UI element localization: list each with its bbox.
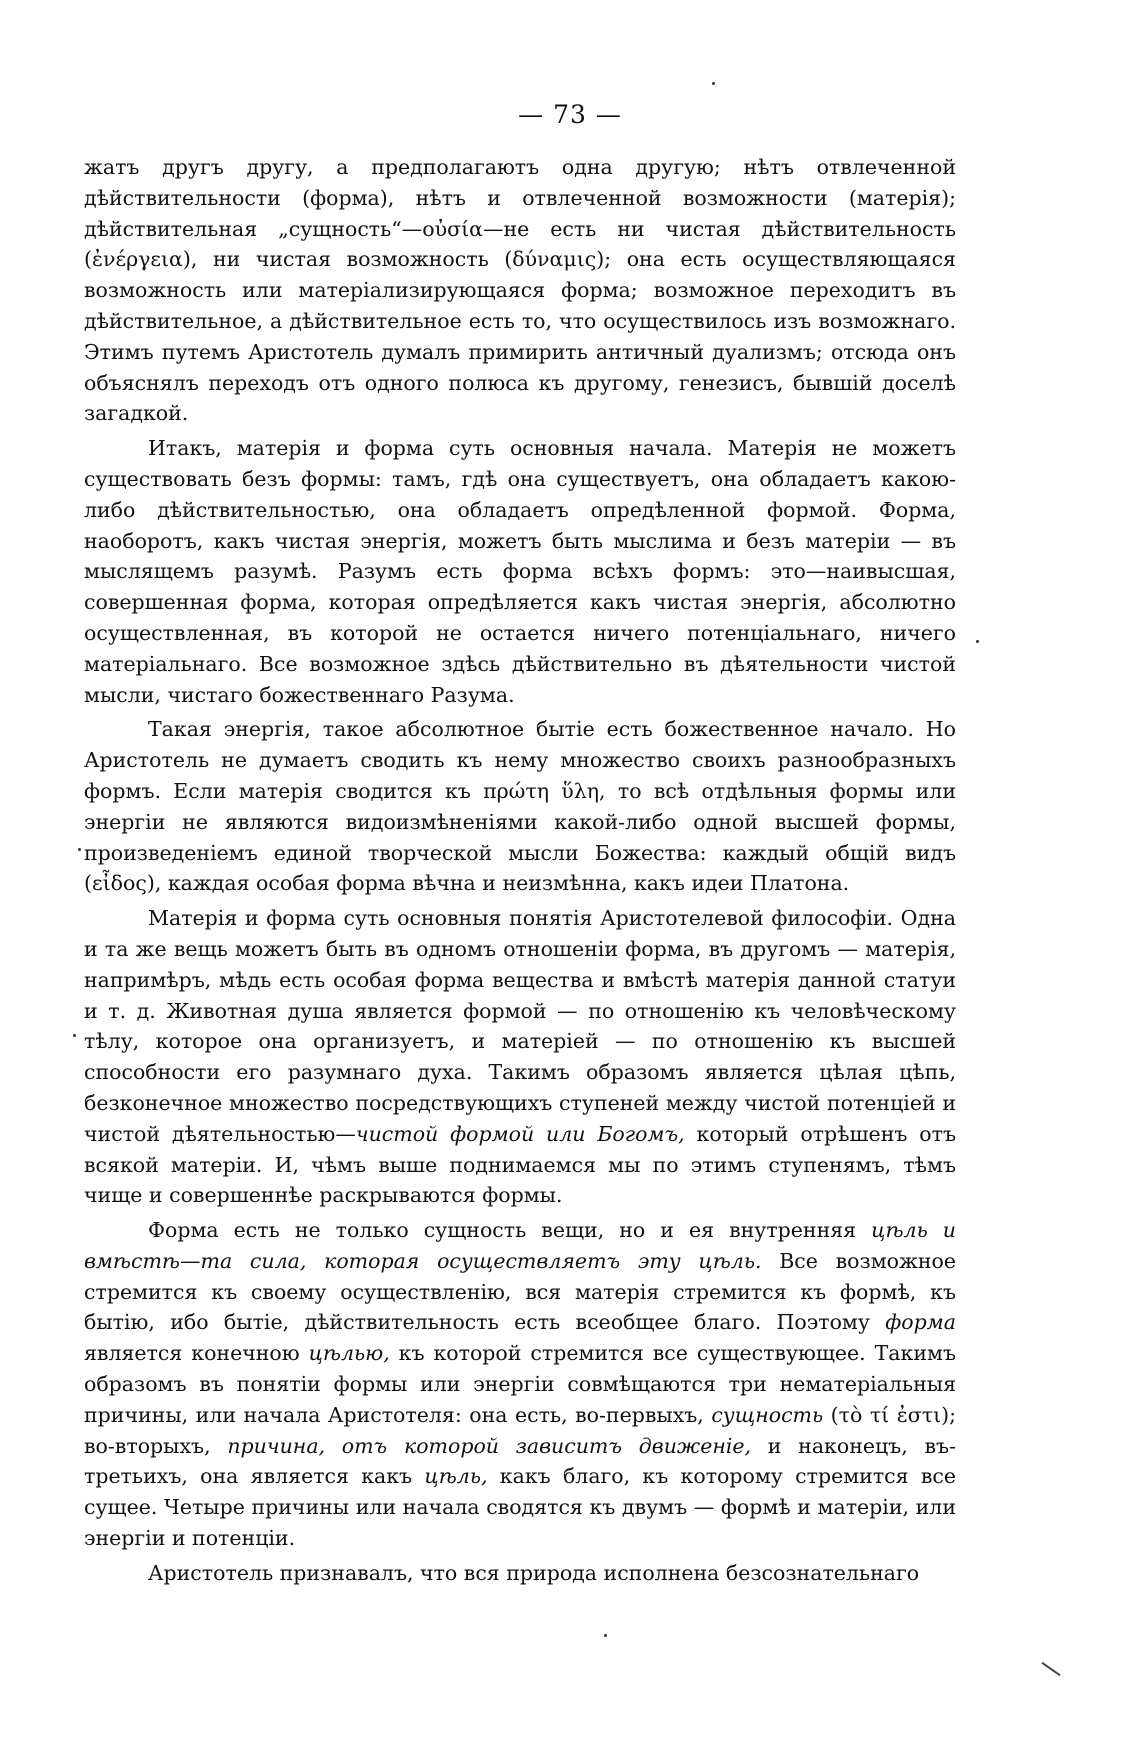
- text-run: который отрѣшенъ отъ всякой матеріи. И, чѣмъ выше поднимаемся мы по этимъ ступенямъ, тѣмъ чище и совершеннѣе раскрываются формы.: [84, 1121, 956, 1208]
- scan-speck: [976, 640, 979, 643]
- page-number: — 73 —: [518, 100, 622, 129]
- scan-speck: [78, 848, 81, 851]
- text-run: какъ благо, къ которому стремится все сущее. Четыре причины или начала сводятся къ двумъ — формѣ и матеріи, или энергіи и потенціи.: [84, 1464, 956, 1551]
- italic-text: сущность: [711, 1402, 824, 1427]
- paragraph: [84, 1558, 956, 1589]
- text-run: жатъ другъ другу, а предполагаютъ одна другую; нѣтъ отвлеченной дѣйствительности (форма), нѣтъ и отвлеченной возможности (матерія); дѣйствительная „сущность“—οὐσία—не есть ни чистая дѣйствительность (ἐνέργεια), ни чистая возможность (δύναμις); она есть осуществляющаяся возможность или матеріализирующаяся форма; возможное переходитъ въ дѣйствительное, а дѣйствительное есть то, что осуществилось изъ возможнаго. Этимъ путемъ Аристотель думалъ примирить античный дуализмъ; отсюда онъ объяснялъ переходъ отъ одного полюса къ другому, генезисъ, бывшій доселѣ загадкой.: [84, 155, 956, 426]
- italic-text: цѣль,: [424, 1464, 488, 1489]
- scan-speck: [604, 1634, 607, 1637]
- paragraph: [84, 152, 956, 429]
- paragraph: [84, 714, 956, 899]
- scan-speck: [712, 82, 715, 85]
- page-text: [84, 152, 956, 1589]
- paragraph: [84, 1215, 956, 1554]
- italic-text: цѣль и вмѣстѣ—та сила, которая осуществляетъ эту цѣль.: [84, 1218, 956, 1273]
- italic-text: цѣлью,: [308, 1341, 390, 1366]
- text-run: является конечною: [84, 1341, 309, 1366]
- text-run: Матерія и форма суть основныя понятія Аристотелевой философіи. Одна и та же вещь можетъ быть въ одномъ отношеніи форма, въ другомъ — матерія, напримѣръ, мѣдь есть особая форма вещества и вмѣстѣ матерія данной статуи и т. д. Животная душа является формой — по отношенію къ человѣческому тѣлу, которое она организуетъ, и матеріей — по отношенію къ высшей способности его разумнаго духа. Такимъ образомъ является цѣлая цѣпь, безконечное множество посредствующихъ ступеней между чистой потенціей и чистой дѣятельностью—: [84, 906, 956, 1146]
- paragraph: [84, 433, 956, 710]
- text-run: Все возможное стремится къ своему осуществленію, вся матерія стремится къ формѣ, къ бытію, ибо бытіе, дѣйствительность есть всеобщее благо. Поэтому: [84, 1248, 956, 1335]
- scan-speck: [1041, 1662, 1060, 1676]
- italic-text: чистой формой или Богомъ,: [355, 1121, 685, 1146]
- text-run: и наконецъ, въ-третьихъ, она является какъ: [84, 1433, 956, 1489]
- paragraph: [84, 903, 956, 1211]
- italic-text: форма: [885, 1310, 956, 1335]
- scan-speck: [73, 1034, 76, 1037]
- text-run: Аристотель признавалъ, что вся природа исполнена безсознательнаго: [148, 1560, 920, 1585]
- text-run: Такая энергія, такое абсолютное бытіе есть божественное начало. Но Аристотель не думаетъ сводить къ нему множество своихъ разнообразныхъ формъ. Если матерія сводится къ πρώτη ὕλη, то всѣ отдѣльныя формы или энергіи не являются видоизмѣненіями какой-либо одной высшей формы, произведеніемъ единой творческой мысли Божества: каждый общій видъ (εἶδος), каждая особая форма вѣчна и неизмѣнна, какъ идеи Платона.: [84, 717, 956, 896]
- text-run: къ которой стремится все существующее. Такимъ образомъ въ понятіи формы или энергіи совмѣщаются три нематеріальныя причины, или начала Аристотеля: она есть, во-первыхъ,: [84, 1341, 956, 1427]
- italic-text: причина, отъ которой зависитъ движеніе,: [227, 1433, 752, 1458]
- text-run: Итакъ, матерія и форма суть основныя начала. Матерія не можетъ существовать безъ формы: тамъ, гдѣ она существуетъ, она обладаетъ какою-либо дѣйствительностью, она обладаетъ опредѣленной формой. Форма, наоборотъ, какъ чистая энергія, можетъ быть мыслима и безъ матеріи — въ мыслящемъ разумѣ. Разумъ есть форма всѣхъ формъ: это—наивысшая, совершенная форма, которая опредѣляется какъ чистая энергія, абсолютно осуществленная, въ которой не остается ничего потенціальнаго, ничего матеріальнаго. Все возможное здѣсь дѣйствительно въ дѣятельности чистой мысли, чистаго божественнаго Разума.: [84, 436, 956, 707]
- text-run: Форма есть не только сущность вещи, но и ея внутренняя: [148, 1218, 872, 1243]
- text-run: (τὸ τί ἐστι); во-вторыхъ,: [84, 1402, 957, 1458]
